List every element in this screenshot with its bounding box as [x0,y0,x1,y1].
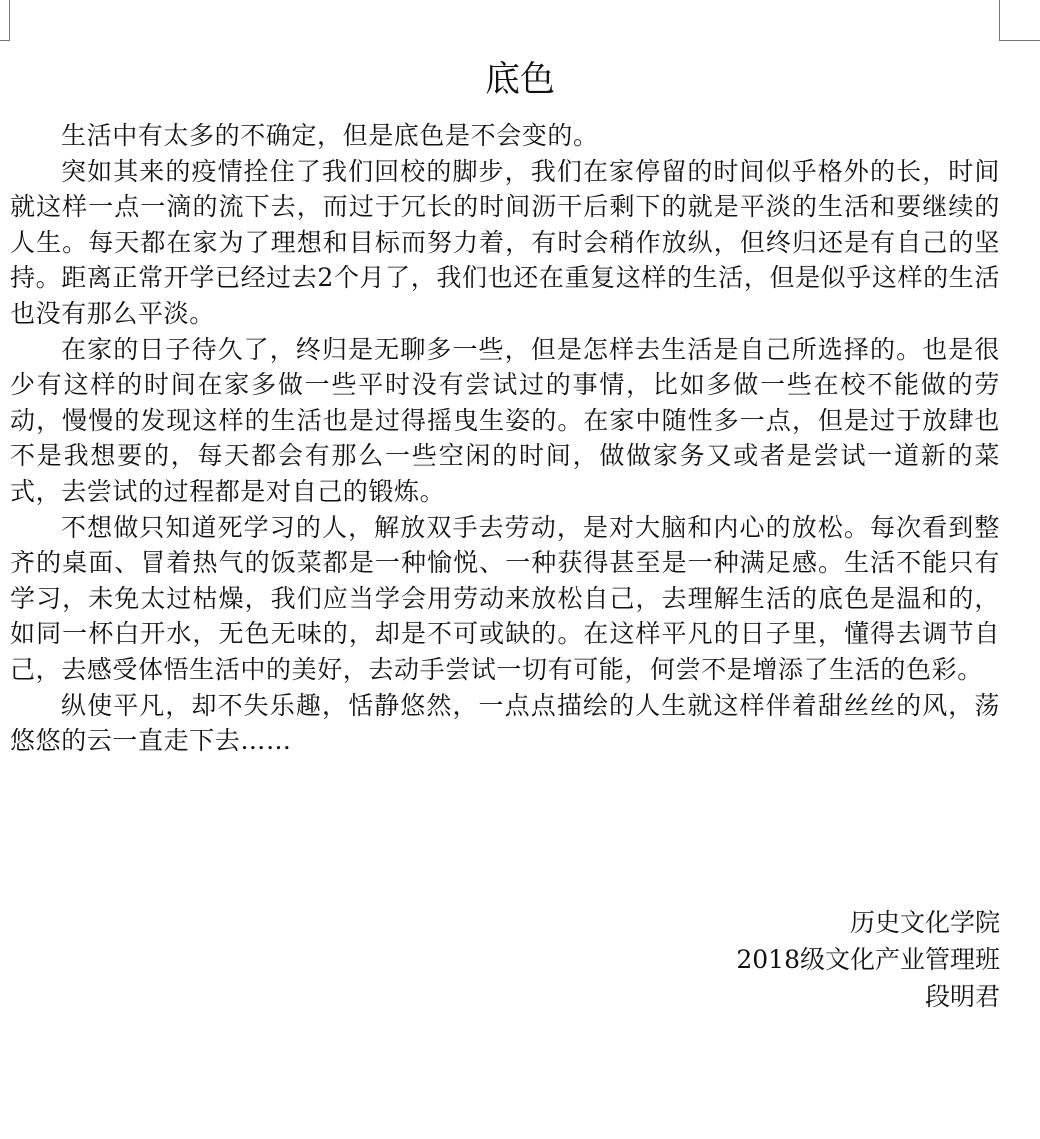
signature-author: 段明君 [924,982,1000,1011]
document-title: 底色 [484,60,555,100]
paragraph-3: 在家的日子待久了，终归是无聊多一些，但是怎样去生活是自己所选择的。也是很少有这样的时间在家多做一些平时没有尝试过的事情，比如多做一些在校不能做的劳动，慢慢的发现这样的生活也是过得摇曳生姿的。在家中随性多一点，但是过于放肆也不是我想要的，每天都会有那么一些空闲的时间，做做家务又或者是尝试一道新的菜式，去尝试的过程都是对自己的锻炼。 [10,334,1000,506]
paragraph-4: 不想做只知道死学习的人，解放双手去劳动，是对大脑和内心的放松。每次看到整齐的桌面、冒着热气的饭菜都是一种愉悦、一种获得甚至是一种满足感。生活不能只有学习，未免太过枯燥，我们应当学会用劳动来放松自己，去理解生活的底色是温和的，如同一杯白开水，无色无味的，却是不可或缺的。在这样平凡的日子里，懂得去调节自己，去感受体悟生活中的美好，去动手尝试一切有可能，何尝不是增添了生活的色彩。 [10,512,1000,684]
signature-college: 历史文化学院 [849,908,1000,937]
page-corner-mark-left [0,0,10,41]
paragraph-2: 突如其来的疫情拴住了我们回校的脚步，我们在家停留的时间似乎格外的长，时间就这样一点一滴的流下去，而过于冗长的时间沥干后剩下的就是平淡的生活和要继续的人生。每天都在家为了理想和目标而努力着，有时会稍作放纵，但终归还是有自己的坚持。距离正常开学已经过去2个月了，我们也还在重复这样的生活，但是似乎这样的生活也没有那么平淡。 [10,156,1000,328]
signature-class: 2018级文化产业管理班 [736,945,1000,974]
paragraph-5: 纵使平凡，却不失乐趣，恬静悠然，一点点描绘的人生就这样伴着甜丝丝的风，荡悠悠的云一直走下去…… [10,690,1000,756]
document-body [10,118,1000,759]
paragraph-1: 生活中有太多的不确定，但是底色是不会变的。 [61,121,599,150]
signature-block [736,904,1000,1015]
page-corner-mark-right [999,0,1040,41]
